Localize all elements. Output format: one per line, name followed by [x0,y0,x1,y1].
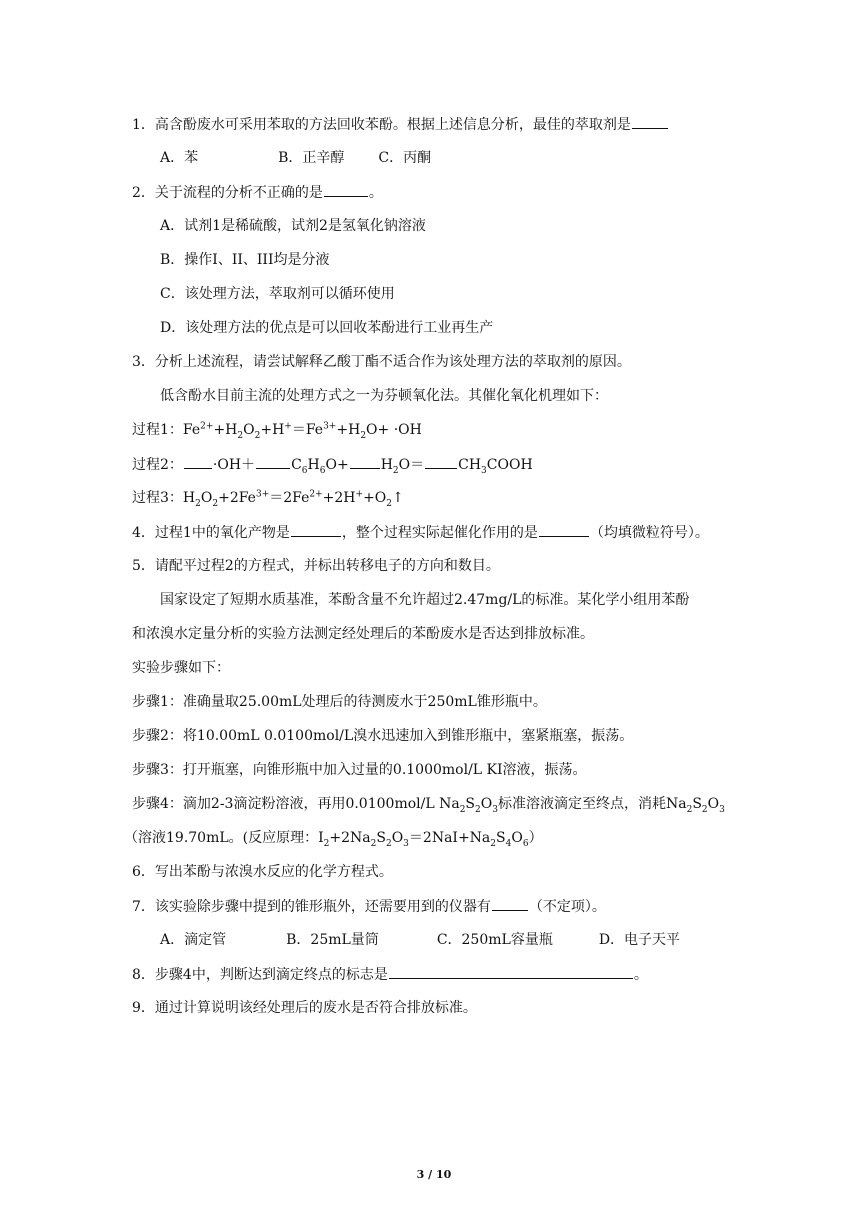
option-d: D．电子天平 [598,932,681,948]
question-2-option-b: B．操作I、II、III均是分液 [160,252,330,268]
option-b: B．25mL量筒 [286,932,379,948]
question-6: 6．写出苯酚与浓溴水反应的化学方程式。 [132,864,393,880]
option-a: A．苯 [160,150,199,166]
intro-paragraph-2b: 和浓溴水定量分析的实验方法测定经处理后的苯酚废水是否达到排放标准。 [132,626,594,642]
step-3: 步骤3：打开瓶塞，向锥形瓶中加入过量的0.1000mol/L KI溶液，振荡。 [132,762,587,778]
option-c: C．丙酮 [378,150,432,166]
process-2: 过程2： $\cdot OH+ C_6H_6O+ H_2O=$ $CH_3COOH$ [132,454,533,475]
question-5: 5．请配平过程2的方程式，并标出转移电子的方向和数目。 [132,558,500,574]
process-1: 过程1：$Fe^{2+}+H_2O_2+H^+=Fe^{3+}+H_2O+ \cdot OH$ [132,421,422,441]
question-9: 9．通过计算说明该经处理后的废水是否符合排放标准。 [132,1000,477,1016]
step-1: 步骤1：准确量取25.00mL处理后的待测废水于250mL锥形瓶中。 [132,694,547,710]
question-2-option-c: C．该处理方法，萃取剂可以循环使用 [160,286,395,302]
question-7: 7．该实验除步骤中提到的锥形瓶外，还需要用到的仪器有 （不定项）。 [132,896,606,917]
answer-blank [632,114,668,129]
option-a: A．滴定管 [160,932,227,948]
question-8: 8．步骤4中，判断达到滴定终点的标志是 。 [132,964,648,985]
step-4-continued: （溶液19.70mL。(反应原理：$I_2+2Na_2S_2O_3=2NaI+Na_2S_4O_6$） [124,830,543,849]
steps-title: 实验步骤如下： [132,660,230,676]
question-1: 1．高含酚废水可采用苯取的方法回收苯酚。根据上述信息分析，最佳的萃取剂是 [132,114,669,135]
process-3: 过程3：$H_2O_2+2Fe^{3+}=2Fe^{2+}+2H^++O_2↑$ [132,489,404,509]
question-2-option-d: D．该处理方法的优点是可以回收苯酚进行工业再生产 [160,320,494,336]
step-2: 步骤2：将10.00mL 0.0100mol/L溴水迅速加入到锥形瓶中，塞紧瓶塞，振荡。 [132,728,634,744]
question-7-options [160,930,680,950]
page-number: 3 / 10 [416,1168,452,1181]
option-b: B．正辛醇 [278,150,345,166]
intro-paragraph-1: 低含酚水目前主流的处理方式之一为芬顿氧化法。其催化氧化机理如下： [160,388,608,404]
question-3: 3．分析上述流程，请尝试解释乙酸丁酯不适合作为该处理方法的萃取剂的原因。 [132,354,631,370]
option-c: C．250mL容量瓶 [436,932,553,948]
step-4: 步骤4：滴加2-3滴淀粉溶液，再用0.0100mol/L $Na_2S_2O_3$标准溶液滴定至终点，消耗$Na_2S_2O_3$ [132,796,725,815]
question-2: 2．关于流程的分析不正确的是 。 [132,182,383,203]
answer-blank [324,182,368,197]
question-1-options [160,148,431,168]
question-2-option-a: A．试剂1是稀硫酸，试剂2是氢氧化钠溶液 [160,218,426,234]
question-4: 4．过程1中的氧化产物是 ，整个过程实际起催化作用的是 （均填微粒符号）。 [132,522,709,543]
intro-paragraph-2a: 国家设定了短期水质基准，苯酚含量不允许超过2.47mg/L的标准。某化学小组用苯酚 [160,592,690,608]
